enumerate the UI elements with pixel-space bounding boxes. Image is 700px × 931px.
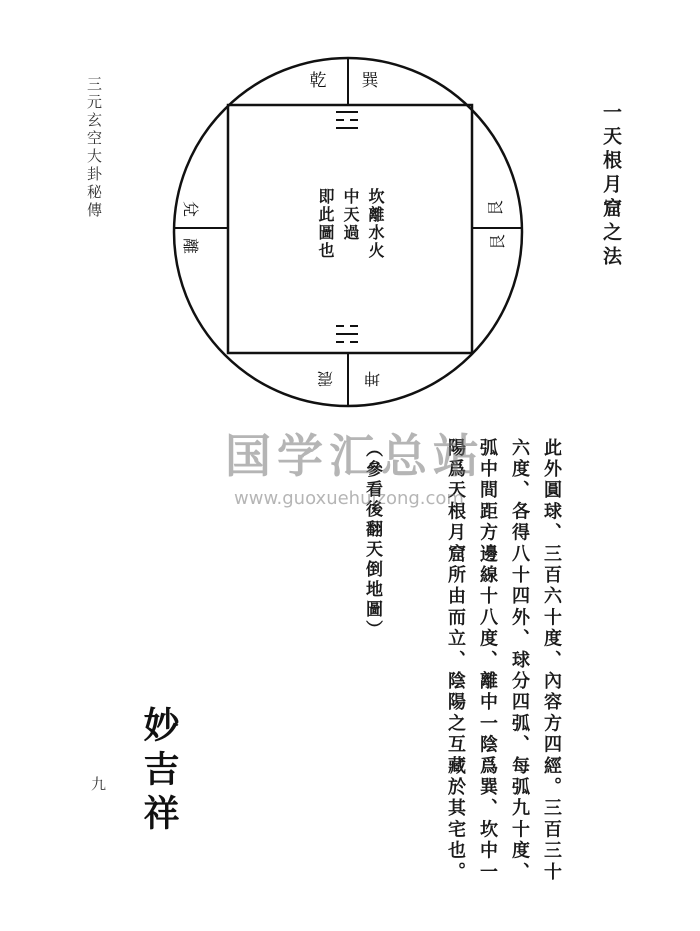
watermark xyxy=(220,420,490,509)
trigram-top-icon xyxy=(336,112,358,128)
watermark-name: 国学汇总站 xyxy=(225,429,485,483)
running-head: 三元玄空大卦秘傳 xyxy=(85,76,103,220)
publisher-seal: 妙吉祥 xyxy=(138,706,180,838)
body-column-2: 六度、各得八十四外、球分四弧、每弧九十度、 xyxy=(509,438,530,884)
body-column-4: 陽爲天根月窟所由而立、陰陽之互藏於其宅也。 xyxy=(445,438,466,884)
body-column-1: 此外圓球、三百六十度、內容方四經。三百三十 xyxy=(541,438,562,884)
center-line-3: 即此圖也 xyxy=(316,188,335,260)
page-number: 九 xyxy=(89,776,107,791)
center-line-2: 中天過 xyxy=(341,188,360,242)
label-li: 離 xyxy=(181,237,200,255)
label-qian: 乾 xyxy=(309,71,327,91)
center-line-1: 坎離水火 xyxy=(366,188,385,260)
label-zhen: 震 xyxy=(316,369,334,388)
label-gen-lower: 艮 xyxy=(488,233,507,251)
body-column-3: 弧中間距方邊線十八度、離中一陰爲巽、坎中一 xyxy=(477,438,498,884)
section-title: 一天根月窟之法 xyxy=(600,102,622,270)
watermark-url: www.guoxuehuizong.com xyxy=(234,488,464,509)
label-dui: 兌 xyxy=(181,200,200,218)
trigram-bottom-icon xyxy=(336,326,358,342)
label-gen-upper: 艮 xyxy=(486,199,505,217)
cross-reference-note: （參看後翻天倒地圖） xyxy=(362,440,382,640)
label-xun: 巽 xyxy=(361,71,379,91)
label-kun: 坤 xyxy=(363,369,381,388)
